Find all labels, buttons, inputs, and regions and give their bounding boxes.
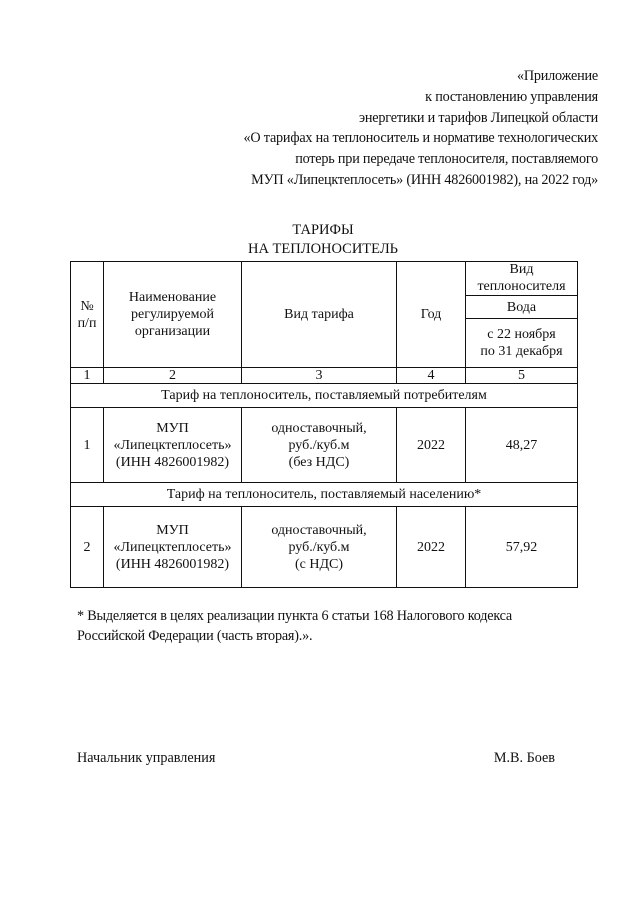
footnote-line: Российской Федерации (часть вторая).». (77, 628, 313, 644)
header-water: Вода (466, 296, 578, 319)
header-org-line: организации (134, 324, 211, 339)
row-value: 57,92 (466, 507, 578, 588)
column-number-row (71, 368, 578, 384)
header-period-line: по 31 декабря (480, 344, 563, 359)
org-line: «Липецктеплосеть» (113, 437, 232, 453)
header-num (71, 262, 104, 368)
tariffs-table (70, 261, 578, 588)
org-line: МУП (156, 420, 189, 436)
header-carrier-type (466, 262, 578, 296)
row-year: 2022 (397, 507, 466, 588)
type-line: (с НДС) (294, 556, 344, 572)
header-period (466, 319, 578, 368)
type-line: руб./куб.м (288, 539, 350, 555)
column-number: 2 (104, 368, 242, 384)
signature-position: Начальник управления (77, 750, 216, 766)
appendix-line: потерь при передаче теплоносителя, поставляемого (295, 151, 598, 168)
header-org-line: Наименование (128, 290, 217, 305)
table-row (71, 408, 578, 483)
appendix-line: энергетики и тарифов Липецкой области (359, 109, 598, 126)
row-tariff-type (242, 507, 397, 588)
signature-name: М.В. Боев (493, 750, 555, 766)
table-header-row (71, 262, 578, 296)
header-carrier-line: Вид (509, 262, 534, 277)
type-line: руб./куб.м (288, 437, 350, 453)
section-row (71, 483, 578, 507)
appendix-line: к постановлению управления (425, 88, 598, 105)
type-line: (без НДС) (288, 454, 350, 470)
appendix-header (243, 66, 598, 191)
column-number: 3 (242, 368, 397, 384)
header-organization (104, 262, 242, 368)
footnote-line: * Выделяется в целях реализации пункта 6 статьи 168 Налогового кодекса (77, 608, 513, 624)
org-line: МУП (156, 522, 189, 538)
org-line: (ИНН 4826001982) (115, 454, 230, 470)
row-num: 2 (71, 507, 104, 588)
header-tariff-type: Вид тарифа (242, 262, 397, 368)
table-row (71, 507, 578, 588)
appendix-line: МУП «Липецктеплосеть» (ИНН 4826001982), на 2022 год» (251, 171, 598, 188)
row-num: 1 (71, 408, 104, 483)
header-carrier-line: теплоносителя (477, 278, 566, 294)
row-organization (104, 507, 242, 588)
row-value: 48,27 (466, 408, 578, 483)
column-number: 1 (71, 368, 104, 384)
title-line-1: ТАРИФЫ (292, 222, 354, 238)
type-line: одноставочный, (271, 420, 367, 436)
title-line-2: НА ТЕПЛОНОСИТЕЛЬ (247, 241, 398, 257)
column-number: 5 (466, 368, 578, 384)
header-num-line: п/п (77, 315, 97, 331)
section-title: Тариф на теплоноситель, поставляемый потребителям (71, 384, 578, 408)
org-line: (ИНН 4826001982) (115, 556, 230, 572)
section-title: Тариф на теплоноситель, поставляемый населению* (71, 483, 578, 507)
type-line: одноставочный, (271, 522, 367, 538)
header-year: Год (397, 262, 466, 368)
row-year: 2022 (397, 408, 466, 483)
appendix-line: «О тарифах на теплоноситель и нормативе технологических (243, 130, 598, 147)
header-num-line: № (80, 298, 94, 314)
section-row (71, 384, 578, 408)
appendix-line: «Приложение (516, 68, 598, 84)
document-title (0, 221, 640, 259)
row-tariff-type (242, 408, 397, 483)
header-period-line: с 22 ноября (487, 327, 556, 342)
row-organization (104, 408, 242, 483)
footnote (77, 606, 597, 646)
org-line: «Липецктеплосеть» (113, 539, 232, 555)
header-org-line: регулируемой (130, 307, 214, 322)
column-number: 4 (397, 368, 466, 384)
